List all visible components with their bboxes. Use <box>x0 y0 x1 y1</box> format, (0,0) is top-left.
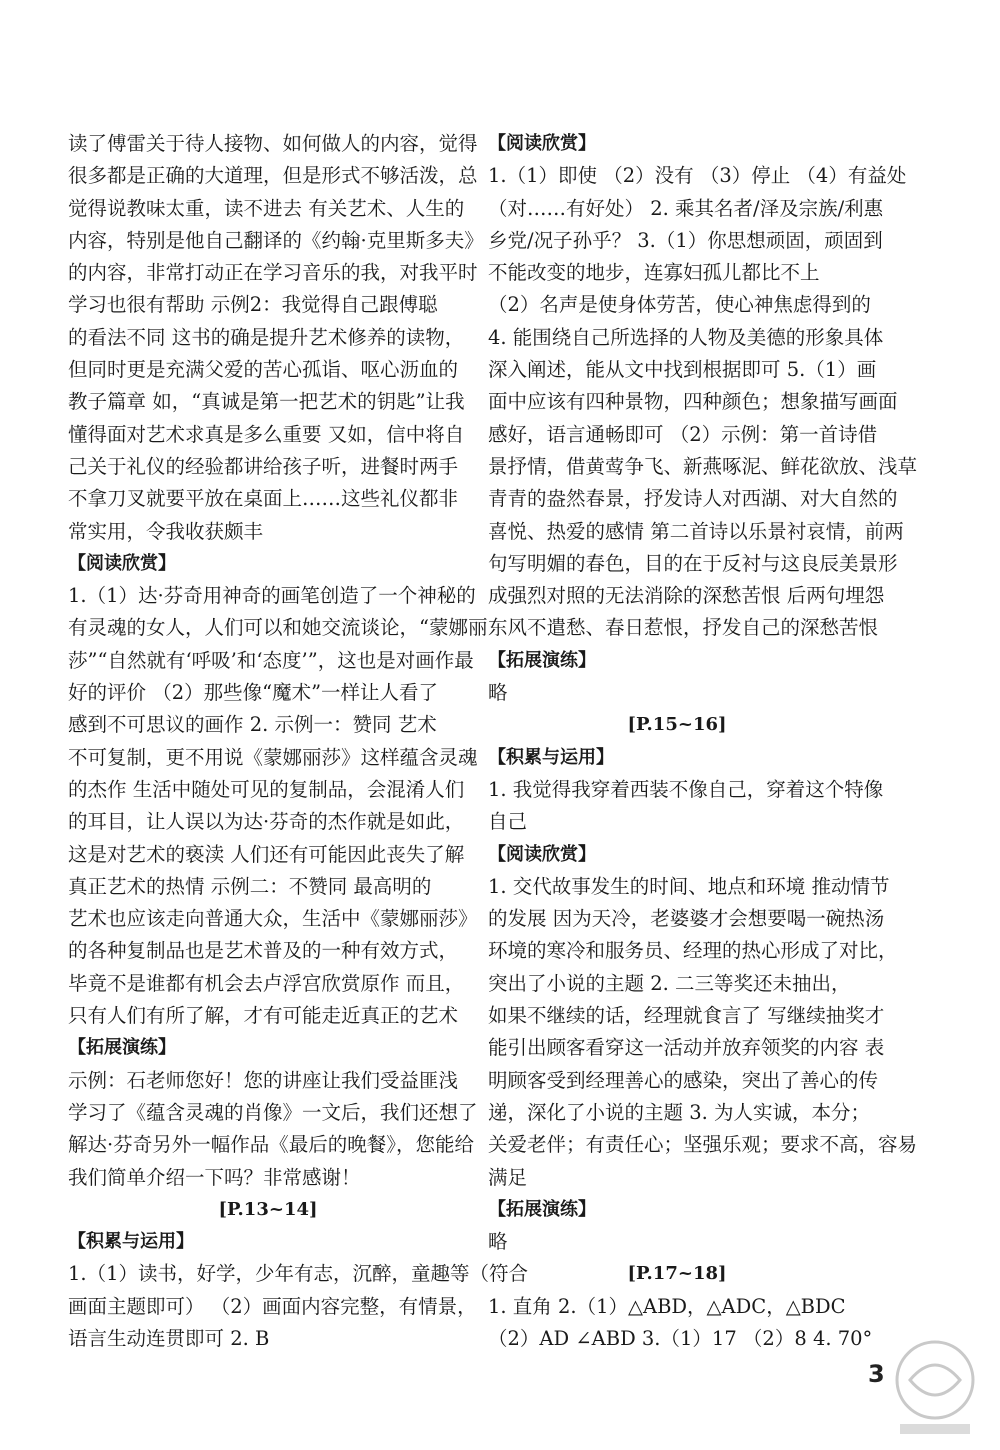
section-heading: 【拓展演练】 <box>488 1198 596 1220</box>
right-column <box>488 128 918 1355</box>
text-line: 感到不可思议的画作 2. 示例一：赞同 艺术 <box>68 713 437 737</box>
text-line: 满足 <box>488 1165 528 1189</box>
text-line: 内容，特别是他自己翻译的《约翰·克里斯多夫》 <box>68 228 484 252</box>
text-line: 这是对艺术的亵渎 人们还有可能因此丧失了解 <box>68 842 465 866</box>
text-line: 懂得面对艺术求真是多么重要 又如，信中将自 <box>68 422 465 446</box>
text-line: 的耳目，让人误以为达·芬奇的杰作就是如此， <box>68 810 465 834</box>
text-line: 明顾客受到经理善心的感染，突出了善心的传 <box>488 1068 879 1092</box>
text-line: 略 <box>488 1230 508 1254</box>
text-line: 毕竟不是谁都有机会去卢浮宫欣赏原作 而且， <box>68 971 465 995</box>
text-line: 1. 交代故事发生的时间、地点和环境 推动情节 <box>488 874 890 898</box>
text-line: 青青的盎然春景，抒发诗人对西湖、对大自然的 <box>488 487 898 511</box>
text-line: 很多都是正确的大道理，但是形式不够活泼，总 <box>68 164 478 188</box>
text-line: 常实用，令我收获颇丰 <box>68 519 264 543</box>
text-line: 解达·芬奇另外一幅作品《最后的晚餐》，您能给 <box>68 1133 474 1157</box>
section-heading: 【阅读欣赏】 <box>68 552 176 574</box>
text-line: 成强烈对照的无法消除的深愁苦恨 后两句埋怨 <box>488 584 885 608</box>
text-line: 1.（1）读书，好学，少年有志，沉醉，童趣等（符合 <box>68 1262 529 1286</box>
text-line: （2）名声是使身体劳苦，使心神焦虑得到的 <box>488 293 871 317</box>
text-line: 面中应该有四种景物，四种颜色；想象描写画面 <box>488 390 898 414</box>
text-line: 如果不继续的话，经理就食言了 写继续抽奖才 <box>488 1004 885 1028</box>
text-line: 但同时更是充满父爱的苦心孤诣、呕心沥血的 <box>68 358 459 382</box>
text-line: 1. 直角 2.（1）△ABD，△ADC，△BDC <box>488 1294 846 1318</box>
text-line: 1.（1）达·芬奇用神奇的画笔创造了一个神秘的 <box>68 584 476 608</box>
text-line: 关爱老伴；有责任心；坚强乐观；要求不高，容易 <box>488 1133 918 1157</box>
text-line: 的发展 因为天冷，老婆婆才会想要喝一碗热汤 <box>488 907 885 931</box>
text-line: （2）AD ∠ABD 3.（1）17 （2）8 4. 70° <box>488 1326 873 1350</box>
page-range-heading: [P.17~18] <box>627 1263 727 1285</box>
text-line: 读了傅雷关于待人接物、如何做人的内容，觉得 <box>68 132 478 155</box>
page-range-heading: [P.15~16] <box>627 714 727 736</box>
text-line: 学习了《蕴含灵魂的肖像》一文后，我们还想了 <box>68 1100 478 1124</box>
section-heading: 【积累与运用】 <box>488 746 614 768</box>
text-line: 突出了小说的主题 2. 二三等奖还未抽出， <box>488 971 851 995</box>
text-line: （对……有好处） 2. 乘其名者/泽及宗族/利惠 <box>488 196 884 220</box>
text-line: 教子篇章 如，“真诚是第一把艺术的钥匙”让我 <box>68 390 465 414</box>
text-line: 乡党/况子孙乎？ 3.（1）你思想顽固，顽固到 <box>488 228 883 252</box>
section-heading: 【拓展演练】 <box>488 649 596 671</box>
section-heading: 【积累与运用】 <box>68 1231 194 1253</box>
section-heading: 【阅读欣赏】 <box>488 843 596 865</box>
text-line: 的内容，非常打动正在学习音乐的我，对我平时 <box>68 261 478 285</box>
text-line: 不可复制，更不用说《蒙娜丽莎》这样蕴含灵魂 <box>68 745 478 769</box>
text-line: 递，深化了小说的主题 3. 为人实诚，本分； <box>488 1100 871 1124</box>
text-line: 示例：石老师您好！您的讲座让我们受益匪浅 <box>68 1068 459 1092</box>
text-line: 1.（1）即使 （2）没有 （3）停止 （4）有益处 <box>488 164 907 188</box>
text-line: 有灵魂的女人，人们可以和她交流谈论，“蒙娜丽 <box>68 616 488 640</box>
text-line: 的杰作 生活中随处可见的复制品，会混淆人们 <box>68 777 465 801</box>
text-line: 的各种复制品也是艺术普及的一种有效方式， <box>68 939 459 963</box>
text-line: 艺术也应该走向普通大众，生活中《蒙娜丽莎》 <box>68 907 478 931</box>
text-line: 深入阐述，能从文中找到根据即可 5.（1）画 <box>488 358 877 382</box>
page-number: 3 <box>868 1360 885 1388</box>
text-line: 4. 能围绕自己所选择的人物及美德的形象具体 <box>488 325 884 349</box>
text-line: 语言生动连贯即可 2. B <box>68 1326 270 1350</box>
section-heading: 【拓展演练】 <box>68 1037 176 1059</box>
text-line: 的看法不同 这书的确是提升艺术修养的读物， <box>68 325 465 349</box>
text-line: 不拿刀叉就要平放在桌面上……这些礼仪都非 <box>68 487 459 511</box>
text-line: 学习也很有帮助 示例2：我觉得自己跟傅聪 <box>68 293 438 317</box>
text-line: 莎”“自然就有‘呼吸’和‘态度’”，这也是对画作最 <box>68 648 474 672</box>
text-line: 自己 <box>488 810 528 834</box>
text-line: 东风不遣愁、春日惹恨，抒发自己的深愁苦恨 <box>488 616 879 640</box>
text-line: 觉得说教味太重，读不进去 有关艺术、人生的 <box>68 196 465 220</box>
text-line: 句写明媚的春色，目的在于反衬与这良辰美景形 <box>488 551 898 575</box>
text-line: 喜悦、热爱的感情 第二首诗以乐景衬哀情，前两 <box>488 519 904 543</box>
text-line: 景抒情，借黄莺争飞、新燕啄泥、鲜花欲放、浅草 <box>488 454 918 478</box>
text-line: 只有人们有所了解，才有可能走近真正的艺术 <box>68 1004 459 1028</box>
text-line: 己关于礼仪的经验都讲给孩子听，进餐时两手 <box>68 454 459 478</box>
text-line: 略 <box>488 681 508 705</box>
text-line: 感好，语言通畅即可 （2）示例：第一首诗借 <box>488 422 878 446</box>
text-line: 画面主题即可） （2）画面内容完整，有情景， <box>68 1294 477 1318</box>
page-range-heading: [P.13~14] <box>218 1198 318 1220</box>
text-line: 1. 我觉得我穿着西装不像自己，穿着这个特像 <box>488 777 884 801</box>
text-line: 能引出顾客看穿这一活动并放弃领奖的内容 表 <box>488 1036 885 1060</box>
text-line: 好的评价 （2）那些像“魔术”一样让人看了 <box>68 681 439 705</box>
section-heading: 【阅读欣赏】 <box>488 133 596 154</box>
text-line: 真正艺术的热情 示例二：不赞同 最高明的 <box>68 874 432 898</box>
watermark-logo <box>880 1330 990 1440</box>
text-line: 我们简单介绍一下吗？非常感谢！ <box>68 1165 361 1189</box>
text-line: 不能改变的地步，连寡妇孤儿都比不上 <box>488 261 820 285</box>
text-line: 环境的寒冷和服务员、经理的热心形成了对比， <box>488 939 898 963</box>
